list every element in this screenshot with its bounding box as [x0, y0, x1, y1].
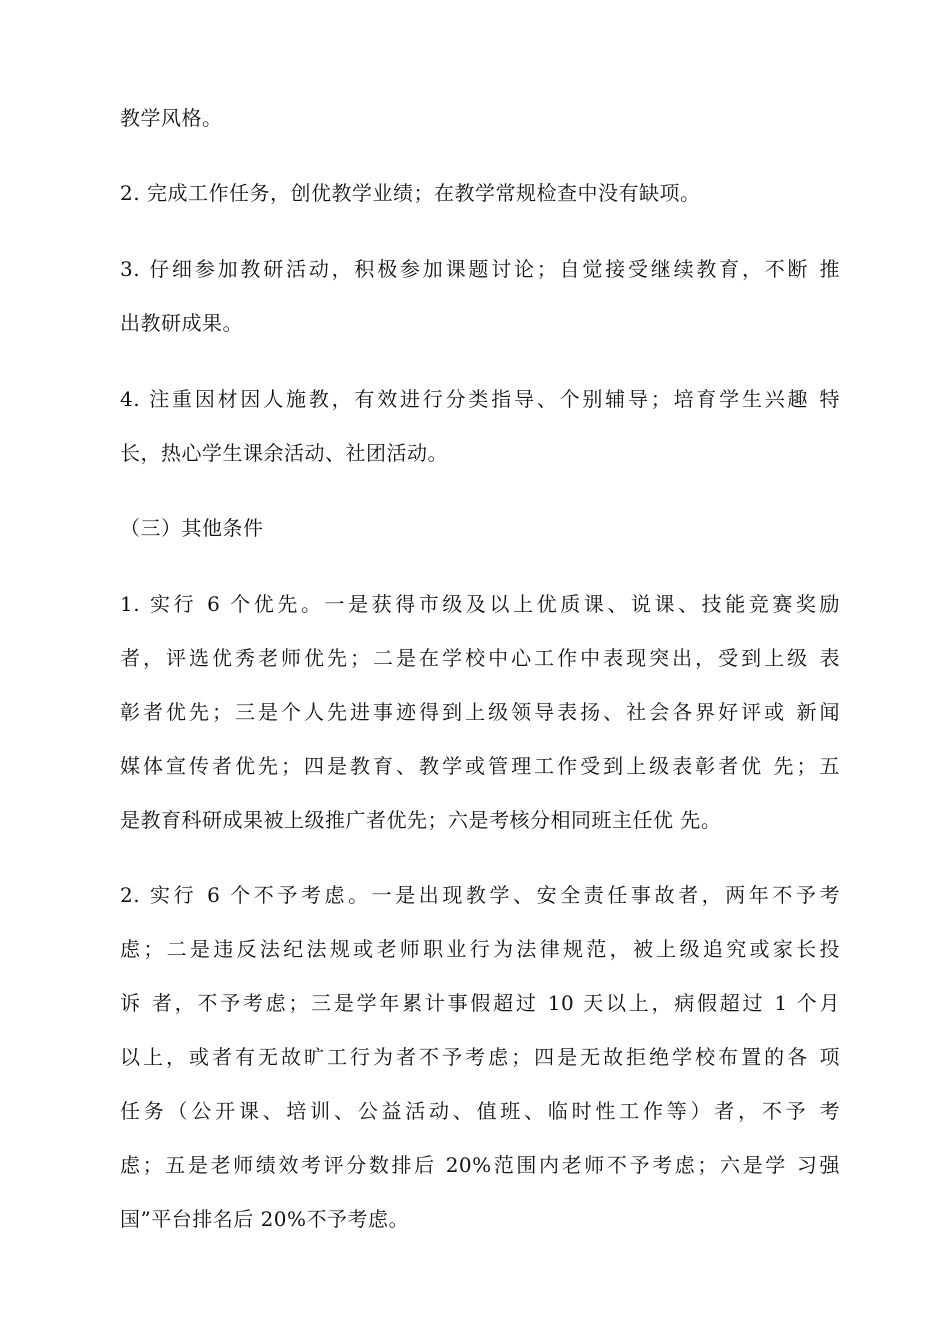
text-line: 1. 实行 6 个优先。一是获得市级及以上优质课、说课、技能竞赛奖励	[120, 592, 840, 616]
text-line: 2. 完成工作任务，创优教学业绩；在教学常规检查中没有缺项。	[120, 181, 701, 205]
text-line: 诉 者，不予考虑；三是学年累计事假超过 10 天以上，病假超过 1 个月	[120, 991, 840, 1015]
text-line: 长，热心学生课余活动、社团活动。	[120, 441, 448, 465]
text-line: 是教育科研成果被上级推广者优先；六是考核分相同班主任优 先。	[120, 808, 722, 832]
text-line: 媒体宣传者优先；四是教育、教学或管理工作受到上级表彰者优 先；五	[120, 754, 840, 778]
text-line: 者，评选优秀老师优先；二是在学校中心工作中表现突出，受到上级 表	[120, 646, 840, 670]
text-line: 彰者优先；三是个人先进事迹得到上级领导表扬、社会各界好评或 新闻	[120, 700, 840, 724]
text-line: 虑；五是老师绩效考评分数排后 20%范围内老师不予考虑；六是学 习强	[120, 1153, 840, 1177]
text-line: 国”平台排名后 20%不予考虑。	[120, 1207, 410, 1231]
text-line: 以上，或者有无故旷工行为者不予考虑；四是无故拒绝学校布置的各 项	[120, 1045, 840, 1069]
text-line: 2. 实行 6 个不予考虑。一是出现教学、安全责任事故者，两年不予考	[120, 883, 840, 907]
text-line: 教学风格。	[120, 106, 223, 130]
text-line: 虑；二是违反法纪法规或老师职业行为法律规范，被上级追究或家长投	[120, 937, 840, 961]
text-line: 4. 注重因材因人施教，有效进行分类指导、个别辅导；培育学生兴趣 特	[120, 387, 840, 411]
text-line: 3. 仔细参加教研活动，积极参加课题讨论；自觉接受继续教育，不断 推	[120, 257, 840, 281]
text-line: 任务（公开课、培训、公益活动、值班、临时性工作等）者，不予 考	[120, 1099, 840, 1123]
section-heading: （三）其他条件	[120, 516, 264, 540]
text-line: 出教研成果。	[120, 311, 243, 335]
